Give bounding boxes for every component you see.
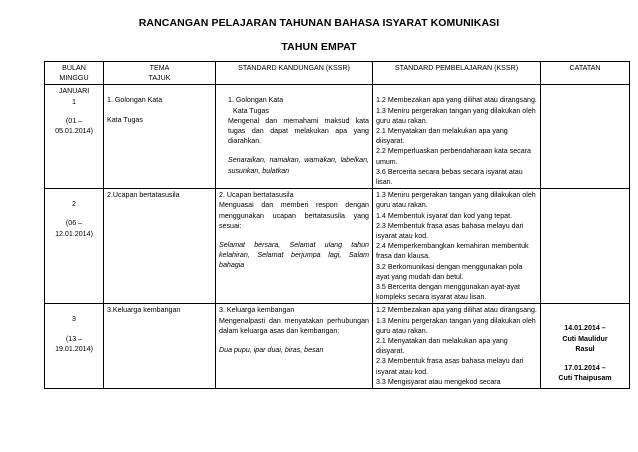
cell-standard-kandungan <box>216 304 373 389</box>
sp-item: 1.3 Meniru pergerakan tangan yang dilakukan oleh guru atau rakan. <box>376 316 536 335</box>
sp-item: 2.1 Menyatakan dan melakukan apa yang diisyarat. <box>376 127 508 146</box>
sk-heading: 1. Golongan Kata <box>228 96 284 105</box>
table-row <box>45 304 630 389</box>
sp-item: 3.2 Berkomunikasi dengan menggunakan pola ayat yang mudah dan betul. <box>376 262 523 281</box>
sp-item: 3.5 Bercerita dengan menggunakan ayat-ayat kompleks secara isyarat atau lisan. <box>376 283 520 302</box>
sk-body: Menguasai dan memberi respon dengan menggunakan ucapan bertatasusila yang sesuai: <box>219 201 369 230</box>
week-number: 2 <box>72 200 76 209</box>
cell-catatan <box>541 189 630 304</box>
sk-examples: Senaraikan, namakan, warnakan, labelkan, susunkan, bulatkan <box>228 156 369 175</box>
sk-examples: Selamat bersara, Selamat ulang tahun kelahiran, Selamat berjumpa lagi, Salam bahagia <box>219 241 369 270</box>
header-bulan: BULAN <box>62 64 86 72</box>
cell-standard-pembelajaran <box>373 189 541 304</box>
cell-minggu <box>45 85 104 189</box>
header-tema-tajuk <box>104 62 216 85</box>
cell-tema <box>104 304 216 389</box>
lesson-plan-table <box>44 61 630 389</box>
sp-item: 2.4 Memperkembangkan kemahiran membentuk frasa dan klausa. <box>376 242 529 261</box>
cell-standard-pembelajaran <box>373 304 541 389</box>
cell-minggu <box>45 189 104 304</box>
sp-item: 3.6 Bercerita secara bebas secara isyarat atau lisan. <box>376 167 523 187</box>
week-number: 1 <box>72 97 76 106</box>
catatan-date-1: 14.01.2014 – <box>564 324 606 333</box>
catatan-holiday-2: Cuti Thaipusam <box>558 374 612 383</box>
catatan-holiday-1: Cuti Maulidur <box>562 334 608 343</box>
header-tema: TEMA <box>149 64 170 72</box>
cell-standard-pembelajaran <box>373 85 541 189</box>
sk-heading: 3. Keluarga kembangan <box>219 306 295 315</box>
header-bulan-minggu <box>45 62 104 85</box>
tema-text: 2.Ucapan bertatasusila <box>107 191 180 200</box>
week-dates-end: 19.01.2014) <box>55 344 93 353</box>
sp-item: 1.3 Meniru pergerakan tangan yang dilakukan oleh guru atau rakan. <box>376 106 536 125</box>
sp-item: 1.2 Membezakan apa yang dilihat atau dirangsang. <box>376 96 537 105</box>
cell-minggu <box>45 304 104 389</box>
cell-standard-kandungan <box>216 85 373 189</box>
header-tajuk: TAJUK <box>148 74 171 83</box>
tema-text: 1. Golongan Kata <box>107 96 163 105</box>
cell-tema <box>104 189 216 304</box>
header-standard-kandungan: STANDARD KANDUNGAN (KSSR) <box>216 62 373 85</box>
sk-subheading: Kata Tugas <box>233 106 269 115</box>
catatan-holiday-1-cont: Rasul <box>575 344 595 353</box>
sp-item: 2.1 Menyatakan dan melakukan apa yang diisyarat. <box>376 337 508 356</box>
week-number: 3 <box>72 315 76 324</box>
cell-catatan <box>541 85 630 189</box>
table-row <box>45 85 630 189</box>
sp-item: 1.2 Membezakan apa yang dilihat atau dirangsang. <box>376 306 537 315</box>
week-dates-end: 05.01.2014) <box>55 127 93 136</box>
header-standard-pembelajaran: STANDARD PEMBELAJARAN (KSSR) <box>373 62 541 85</box>
sk-examples: Dua pupu, ipar duai, biras, besan <box>219 346 324 355</box>
cell-tema <box>104 85 216 189</box>
sk-body: Mengenalpasti dan menyatakan perhubungan dalam keluarga asas dan kembangan: <box>219 316 369 335</box>
sp-item: 2.2 Memperluaskan perbendaharaan kata secara umum. <box>376 147 531 166</box>
sp-item: 1.3 Meniru pergerakan tangan yang dilakukan oleh guru atau rakan. <box>376 191 536 210</box>
sk-heading: 2. Ucapan bertatasusila <box>219 191 294 200</box>
sp-item: 2.3 Membentuk frasa asas bahasa melayu dari isyarat atau kod. <box>376 221 524 241</box>
sp-item: 3.3 Mengisyarat atau mengekod secara <box>376 377 501 386</box>
week-dates-end: 12.01.2014) <box>55 229 93 238</box>
document-title: RANCANGAN PELAJARAN TAHUNAN BAHASA ISYARAT KOMUNIKASI <box>138 17 500 29</box>
sp-item: 1.4 Membentuk isyarat dan kod yang tepat. <box>376 211 513 220</box>
header-minggu: MINGGU <box>59 74 89 83</box>
document-subtitle: TAHUN EMPAT <box>281 41 357 53</box>
week-dates: (13 – <box>65 334 83 343</box>
catatan-date-2: 17.01.2014 – <box>564 364 606 373</box>
table-row <box>45 189 630 304</box>
tema-text: 3.Keluarga kembangan <box>107 306 181 315</box>
cell-catatan <box>541 304 630 389</box>
week-dates: (06 – <box>65 219 83 228</box>
table-header-row <box>45 62 630 85</box>
sp-item: 2.3 Membentuk frasa asas bahasa melayu dari isyarat atau kod. <box>376 357 524 376</box>
header-catatan: CATATAN <box>541 62 630 85</box>
tajuk-text: Kata Tugas <box>107 115 143 124</box>
week-dates: (01 – <box>65 116 83 125</box>
month-label: JANUARI <box>58 87 90 96</box>
sk-body: Mengenal dan memahami maksud kata tugas dan dapat melakukan apa yang diarahkan. <box>228 116 369 146</box>
cell-standard-kandungan <box>216 189 373 304</box>
